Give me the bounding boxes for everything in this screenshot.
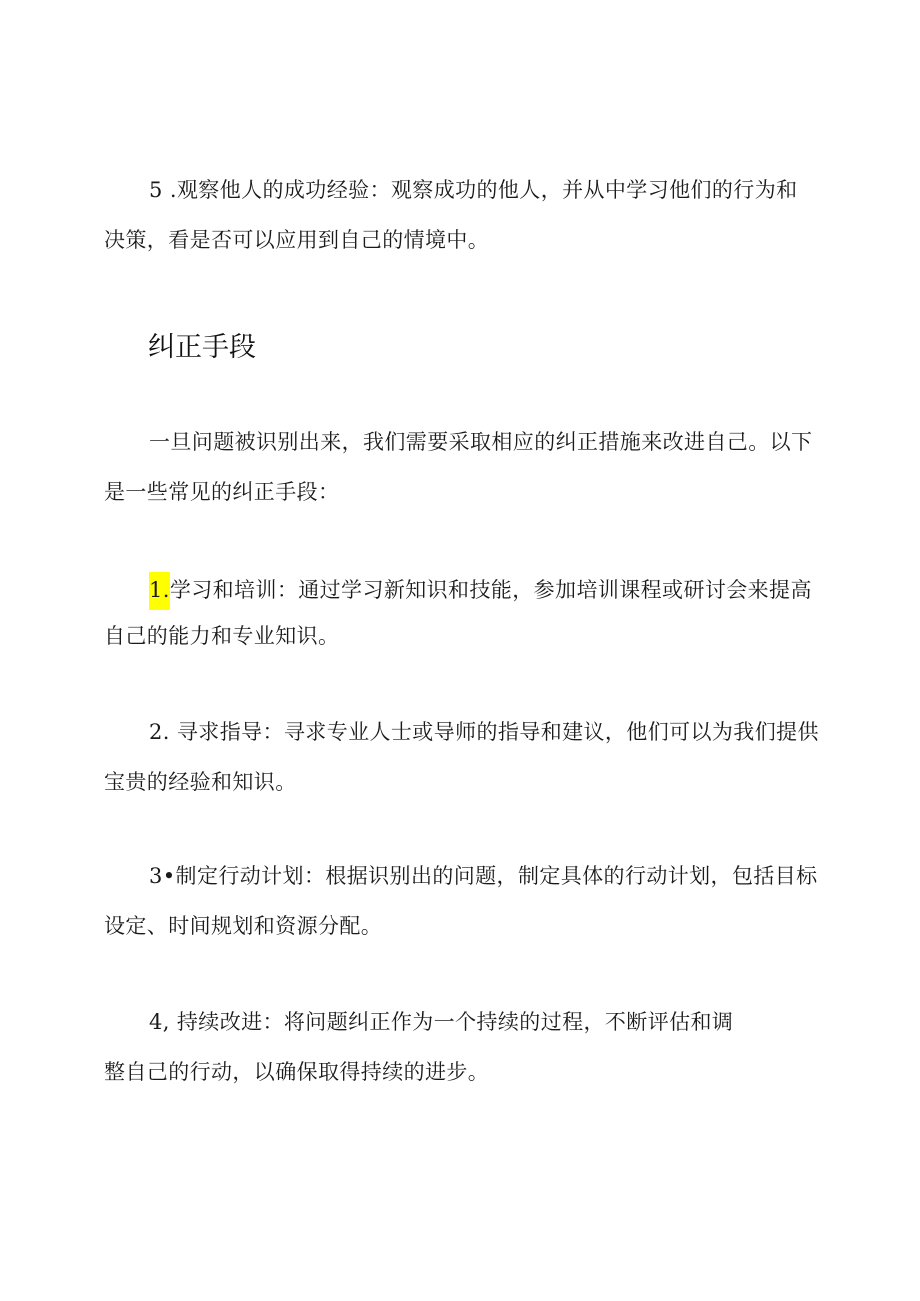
- item-1-line-1: [149, 572, 812, 610]
- item-3-line-2: 设定、时间规划和资源分配。: [104, 914, 383, 938]
- item-3-line-1: 3•制定行动计划：根据识别出的问题，制定具体的行动计划，包括目标: [149, 864, 818, 888]
- item-4-line-2: 整自己的行动，以确保取得持续的进步。: [104, 1060, 490, 1084]
- intro-line-1: 一旦问题被识别出来，我们需要采取相应的纠正措施来改进自己。以下: [149, 430, 813, 454]
- section-heading: 纠正手段: [148, 332, 256, 363]
- item-4-line-1: 4, 持续改进：将问题纠正作为一个持续的过程，不断评估和调: [149, 1010, 734, 1034]
- item-1-number-highlight: 1.: [149, 572, 170, 610]
- intro-line-2: 是一些常见的纠正手段：: [104, 480, 340, 504]
- item-2-line-1: 2. 寻求指导：寻求专业人士或导师的指导和建议，他们可以为我们提供: [149, 720, 819, 744]
- item-1-line-1-text: 学习和培训：通过学习新知识和技能，参加培训课程或研讨会来提高: [169, 578, 812, 602]
- item-2-line-2: 宝贵的经验和知识。: [104, 770, 297, 794]
- item-5-line-1: 5 .观察他人的成功经验：观察成功的他人，并从中学习他们的行为和: [149, 178, 798, 202]
- item-5-line-2: 决策，看是否可以应用到自己的情境中。: [104, 228, 490, 252]
- item-1-line-2: 自己的能力和专业知识。: [104, 624, 340, 648]
